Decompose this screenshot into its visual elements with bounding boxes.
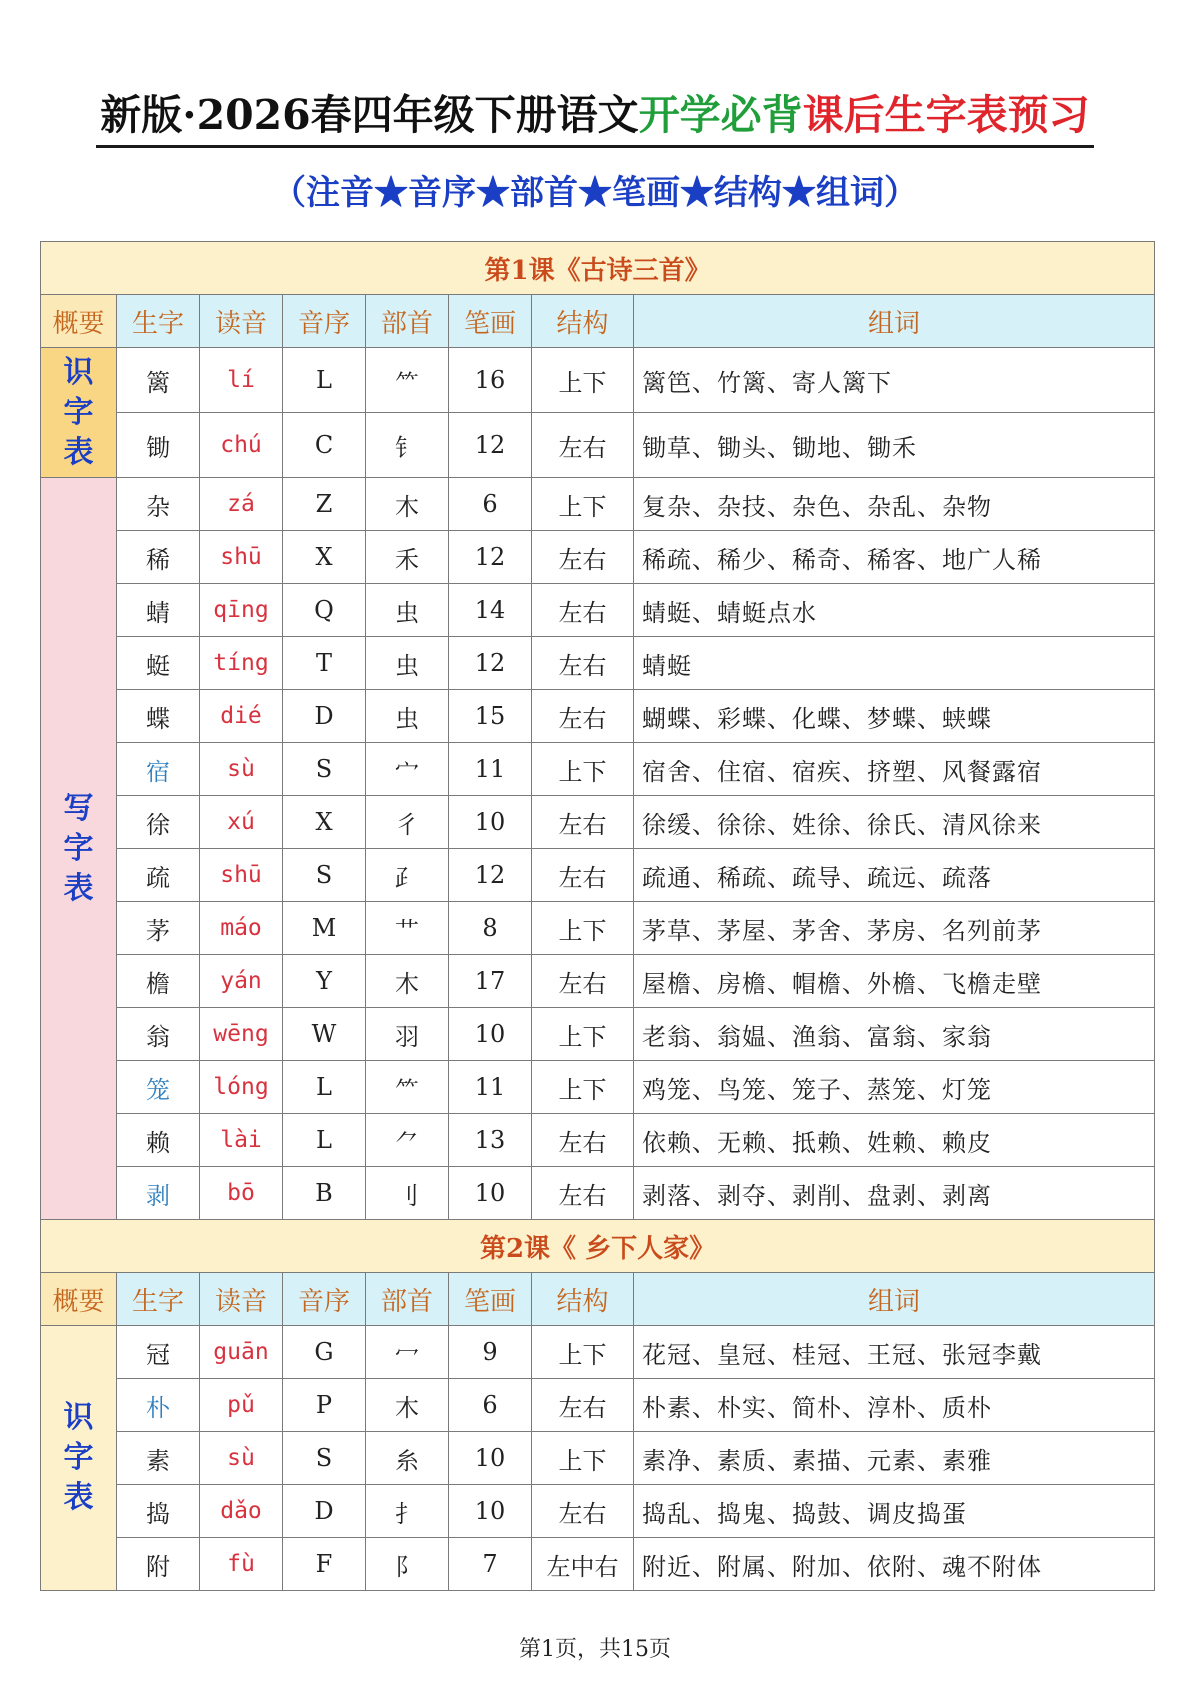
lesson-title: 第2课《 乡下人家》	[41, 1220, 1155, 1273]
strokes-cell: 9	[449, 1326, 532, 1379]
words-cell: 复杂、杂技、杂色、杂乱、杂物	[634, 478, 1155, 531]
pinyin-cell: guān	[200, 1326, 283, 1379]
initial-cell: C	[283, 413, 366, 478]
title-part-main: 新版·2026春四年级下册语文	[100, 91, 639, 139]
radical-cell: 刂	[366, 1167, 449, 1220]
structure-cell: 左右	[532, 1114, 634, 1167]
pinyin-cell: shū	[200, 531, 283, 584]
initial-cell: M	[283, 902, 366, 955]
table-row	[41, 690, 1155, 743]
column-header: 组词	[634, 295, 1155, 348]
character-cell: 蜓	[117, 637, 200, 690]
structure-cell: 上下	[532, 478, 634, 531]
column-header: 结构	[532, 295, 634, 348]
character-cell: 笼	[117, 1061, 200, 1114]
character-cell: 捣	[117, 1485, 200, 1538]
radical-cell: 冖	[366, 1326, 449, 1379]
character-cell: 蜻	[117, 584, 200, 637]
words-cell: 蜻蜓、蜻蜓点水	[634, 584, 1155, 637]
title-part-highlight: 开学必背	[638, 91, 803, 139]
table-row	[41, 1114, 1155, 1167]
radical-cell: 虫	[366, 584, 449, 637]
initial-cell: W	[283, 1008, 366, 1061]
title-underline	[96, 82, 1093, 148]
radical-cell: 艹	[366, 902, 449, 955]
words-cell: 茅草、茅屋、茅舍、茅房、名列前茅	[634, 902, 1155, 955]
structure-cell: 上下	[532, 902, 634, 955]
structure-cell: 左右	[532, 584, 634, 637]
character-cell: 素	[117, 1432, 200, 1485]
column-header: 部首	[366, 295, 449, 348]
pinyin-cell: tíng	[200, 637, 283, 690]
pinyin-cell: máo	[200, 902, 283, 955]
column-header: 笔画	[449, 295, 532, 348]
column-header: 读音	[200, 1273, 283, 1326]
radical-cell: 虫	[366, 637, 449, 690]
initial-cell: Y	[283, 955, 366, 1008]
table-row	[41, 584, 1155, 637]
words-cell: 蝴蝶、彩蝶、化蝶、梦蝶、蛱蝶	[634, 690, 1155, 743]
radical-cell: ⺮	[366, 348, 449, 413]
character-cell: 冠	[117, 1326, 200, 1379]
structure-cell: 左右	[532, 531, 634, 584]
strokes-cell: 6	[449, 478, 532, 531]
pinyin-cell: dié	[200, 690, 283, 743]
table-row	[41, 1379, 1155, 1432]
table-row	[41, 413, 1155, 478]
words-cell: 朴素、朴实、简朴、淳朴、质朴	[634, 1379, 1155, 1432]
strokes-cell: 16	[449, 348, 532, 413]
radical-cell: 扌	[366, 1485, 449, 1538]
pinyin-cell: xú	[200, 796, 283, 849]
pinyin-cell: dǎo	[200, 1485, 283, 1538]
words-cell: 附近、附属、附加、依附、魂不附体	[634, 1538, 1155, 1591]
structure-cell: 左右	[532, 796, 634, 849]
table-row	[41, 849, 1155, 902]
strokes-cell: 10	[449, 1167, 532, 1220]
initial-cell: Z	[283, 478, 366, 531]
structure-cell: 上下	[532, 1008, 634, 1061]
column-header: 概要	[41, 295, 117, 348]
table-row	[41, 1167, 1155, 1220]
initial-cell: P	[283, 1379, 366, 1432]
initial-cell: S	[283, 849, 366, 902]
pinyin-cell: shū	[200, 849, 283, 902]
column-header: 音序	[283, 1273, 366, 1326]
column-header-row	[41, 1273, 1155, 1326]
initial-cell: X	[283, 796, 366, 849]
table-row	[41, 531, 1155, 584]
words-cell: 篱笆、竹篱、寄人篱下	[634, 348, 1155, 413]
words-cell: 鸡笼、鸟笼、笼子、蒸笼、灯笼	[634, 1061, 1155, 1114]
character-cell: 杂	[117, 478, 200, 531]
pinyin-cell: sù	[200, 743, 283, 796]
radical-cell: 木	[366, 1379, 449, 1432]
radical-cell: 糸	[366, 1432, 449, 1485]
character-cell: 稀	[117, 531, 200, 584]
column-header: 结构	[532, 1273, 634, 1326]
words-cell: 依赖、无赖、抵赖、姓赖、赖皮	[634, 1114, 1155, 1167]
table-row	[41, 1485, 1155, 1538]
character-cell: 檐	[117, 955, 200, 1008]
pinyin-cell: fù	[200, 1538, 283, 1591]
pinyin-cell: chú	[200, 413, 283, 478]
radical-cell: 虫	[366, 690, 449, 743]
page-subtitle: （注音★音序★部首★笔画★结构★组词）	[272, 173, 918, 213]
initial-cell: F	[283, 1538, 366, 1591]
radical-cell: 钅	[366, 413, 449, 478]
vocabulary-table	[40, 241, 1155, 1591]
table-row	[41, 902, 1155, 955]
character-cell: 篱	[117, 348, 200, 413]
character-cell: 剥	[117, 1167, 200, 1220]
radical-cell: 羽	[366, 1008, 449, 1061]
initial-cell: B	[283, 1167, 366, 1220]
structure-cell: 上下	[532, 1432, 634, 1485]
structure-cell: 左右	[532, 1379, 634, 1432]
character-cell: 疏	[117, 849, 200, 902]
character-cell: 朴	[117, 1379, 200, 1432]
initial-cell: S	[283, 743, 366, 796]
structure-cell: 左右	[532, 955, 634, 1008]
words-cell: 素净、素质、素描、元素、素雅	[634, 1432, 1155, 1485]
character-cell: 徐	[117, 796, 200, 849]
table-row	[41, 1538, 1155, 1591]
initial-cell: T	[283, 637, 366, 690]
table-row	[41, 348, 1155, 413]
initial-cell: L	[283, 1114, 366, 1167]
strokes-cell: 6	[449, 1379, 532, 1432]
words-cell: 屋檐、房檐、帽檐、外檐、飞檐走壁	[634, 955, 1155, 1008]
pinyin-cell: wēng	[200, 1008, 283, 1061]
column-header: 组词	[634, 1273, 1155, 1326]
column-header-row	[41, 295, 1155, 348]
table-row	[41, 796, 1155, 849]
character-cell: 茅	[117, 902, 200, 955]
character-cell: 宿	[117, 743, 200, 796]
category-cell: 识 字 表	[41, 348, 117, 478]
character-cell: 蝶	[117, 690, 200, 743]
table-row	[41, 743, 1155, 796]
words-cell: 剥落、剥夺、剥削、盘剥、剥离	[634, 1167, 1155, 1220]
table-row	[41, 637, 1155, 690]
structure-cell: 上下	[532, 743, 634, 796]
column-header: 概要	[41, 1273, 117, 1326]
pinyin-cell: pǔ	[200, 1379, 283, 1432]
pinyin-cell: lí	[200, 348, 283, 413]
pinyin-cell: lài	[200, 1114, 283, 1167]
strokes-cell: 10	[449, 1485, 532, 1538]
page-footer: 第1页，共15页	[519, 1637, 671, 1662]
strokes-cell: 11	[449, 743, 532, 796]
strokes-cell: 10	[449, 1008, 532, 1061]
column-header: 音序	[283, 295, 366, 348]
strokes-cell: 17	[449, 955, 532, 1008]
table-row	[41, 1326, 1155, 1379]
column-header: 生字	[117, 1273, 200, 1326]
strokes-cell: 12	[449, 413, 532, 478]
column-header: 笔画	[449, 1273, 532, 1326]
pinyin-cell: qīng	[200, 584, 283, 637]
words-cell: 捣乱、捣鬼、捣鼓、调皮捣蛋	[634, 1485, 1155, 1538]
pinyin-cell: lóng	[200, 1061, 283, 1114]
words-cell: 疏通、稀疏、疏导、疏远、疏落	[634, 849, 1155, 902]
strokes-cell: 13	[449, 1114, 532, 1167]
character-cell: 锄	[117, 413, 200, 478]
words-cell: 蜻蜓	[634, 637, 1155, 690]
words-cell: 老翁、翁媪、渔翁、富翁、家翁	[634, 1008, 1155, 1061]
initial-cell: Q	[283, 584, 366, 637]
strokes-cell: 11	[449, 1061, 532, 1114]
strokes-cell: 12	[449, 531, 532, 584]
structure-cell: 左右	[532, 1485, 634, 1538]
strokes-cell: 14	[449, 584, 532, 637]
words-cell: 徐缓、徐徐、姓徐、徐氏、清风徐来	[634, 796, 1155, 849]
radical-cell: ⺈	[366, 1114, 449, 1167]
initial-cell: L	[283, 348, 366, 413]
table-row	[41, 1432, 1155, 1485]
strokes-cell: 12	[449, 637, 532, 690]
radical-cell: 木	[366, 478, 449, 531]
structure-cell: 上下	[532, 1326, 634, 1379]
structure-cell: 左右	[532, 690, 634, 743]
radical-cell: 禾	[366, 531, 449, 584]
column-header: 生字	[117, 295, 200, 348]
page-title	[0, 82, 1190, 148]
initial-cell: G	[283, 1326, 366, 1379]
lesson-title-row	[41, 1220, 1155, 1273]
structure-cell: 左右	[532, 1167, 634, 1220]
radical-cell: ⺮	[366, 1061, 449, 1114]
table-row	[41, 955, 1155, 1008]
words-cell: 宿舍、住宿、宿疾、挤塑、风餐露宿	[634, 743, 1155, 796]
strokes-cell: 10	[449, 1432, 532, 1485]
radical-cell: 彳	[366, 796, 449, 849]
pinyin-cell: sù	[200, 1432, 283, 1485]
radical-cell: 宀	[366, 743, 449, 796]
initial-cell: L	[283, 1061, 366, 1114]
words-cell: 稀疏、稀少、稀奇、稀客、地广人稀	[634, 531, 1155, 584]
vocabulary-table-body	[41, 242, 1155, 1591]
radical-cell: ⺪	[366, 849, 449, 902]
structure-cell: 左右	[532, 413, 634, 478]
category-cell: 识 字 表	[41, 1326, 117, 1591]
table-row	[41, 1061, 1155, 1114]
structure-cell: 上下	[532, 1061, 634, 1114]
words-cell: 花冠、皇冠、桂冠、王冠、张冠李戴	[634, 1326, 1155, 1379]
structure-cell: 左右	[532, 849, 634, 902]
radical-cell: 阝	[366, 1538, 449, 1591]
title-part-accent: 课后生字表预习	[802, 91, 1090, 139]
initial-cell: X	[283, 531, 366, 584]
initial-cell: S	[283, 1432, 366, 1485]
initial-cell: D	[283, 1485, 366, 1538]
table-row	[41, 1008, 1155, 1061]
structure-cell: 左中右	[532, 1538, 634, 1591]
strokes-cell: 10	[449, 796, 532, 849]
lesson-title-row	[41, 242, 1155, 295]
character-cell: 附	[117, 1538, 200, 1591]
table-row	[41, 478, 1155, 531]
structure-cell: 左右	[532, 637, 634, 690]
strokes-cell: 15	[449, 690, 532, 743]
structure-cell: 上下	[532, 348, 634, 413]
pinyin-cell: yán	[200, 955, 283, 1008]
radical-cell: 木	[366, 955, 449, 1008]
words-cell: 锄草、锄头、锄地、锄禾	[634, 413, 1155, 478]
lesson-title: 第1课《古诗三首》	[41, 242, 1155, 295]
pinyin-cell: bō	[200, 1167, 283, 1220]
character-cell: 赖	[117, 1114, 200, 1167]
strokes-cell: 8	[449, 902, 532, 955]
strokes-cell: 12	[449, 849, 532, 902]
initial-cell: D	[283, 690, 366, 743]
pinyin-cell: zá	[200, 478, 283, 531]
strokes-cell: 7	[449, 1538, 532, 1591]
character-cell: 翁	[117, 1008, 200, 1061]
category-cell: 写 字 表	[41, 478, 117, 1220]
column-header: 读音	[200, 295, 283, 348]
column-header: 部首	[366, 1273, 449, 1326]
